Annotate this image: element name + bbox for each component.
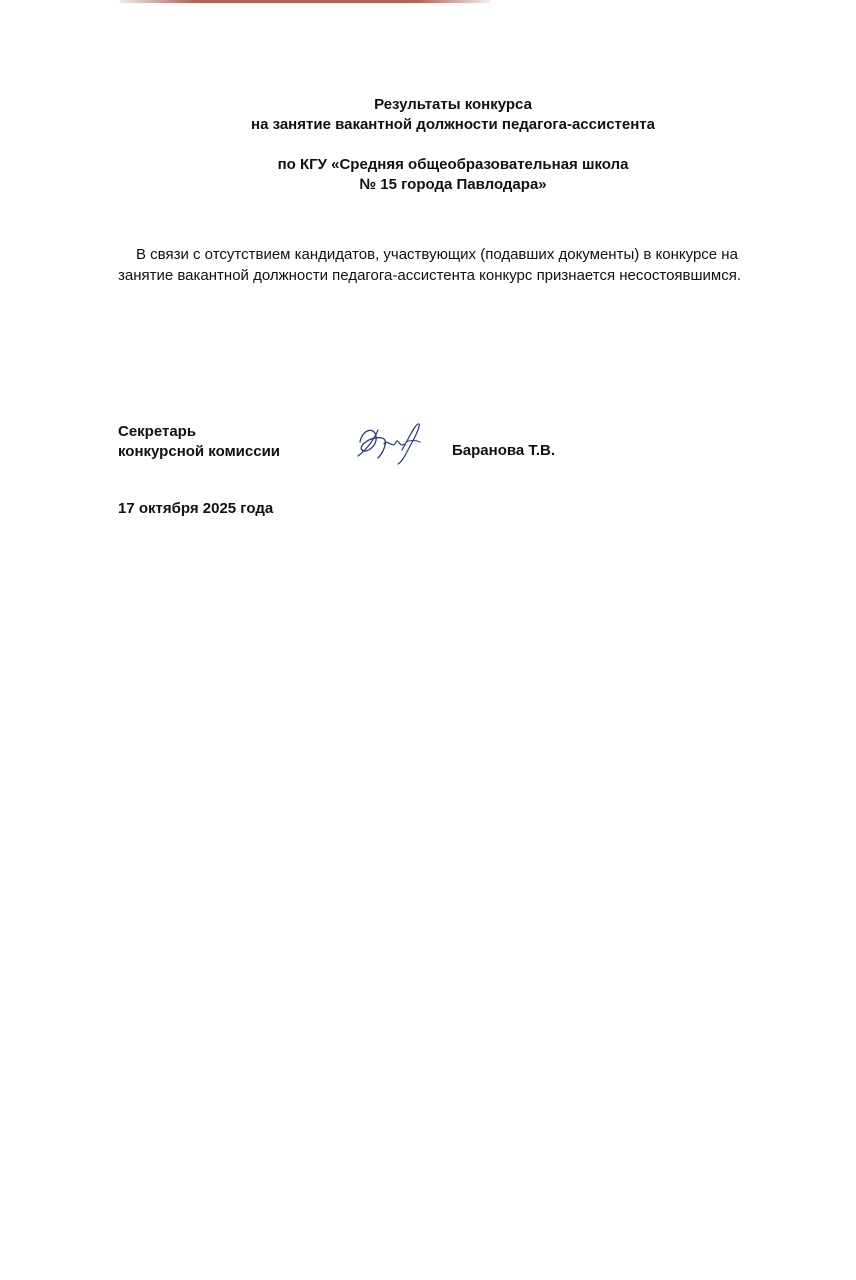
signer-role-line-2: конкурсной комиссии bbox=[118, 443, 281, 460]
body-line-2: занятие вакантной должности педагога-ассистента конкурс признается несостоявшимся. bbox=[118, 267, 742, 284]
document-date: 17 октября 2025 года bbox=[118, 500, 274, 517]
body-line-1: В связи с отсутствием кандидатов, участвующих (подавших документы) в конкурсе на bbox=[136, 246, 738, 263]
document-title bbox=[0, 95, 856, 195]
title-line-1: Результаты конкурса bbox=[374, 96, 532, 113]
title-line-3: по КГУ «Средняя общеобразовательная школа bbox=[277, 156, 629, 173]
title-line-2: на занятие вакантной должности педагога-ассистента bbox=[251, 116, 655, 133]
title-gap bbox=[0, 135, 856, 155]
document-body bbox=[118, 244, 808, 286]
scan-top-edge bbox=[120, 0, 490, 3]
handwritten-signature bbox=[352, 420, 432, 466]
signer-name: Баранова Т.В. bbox=[452, 442, 556, 459]
signer-role bbox=[118, 422, 280, 462]
signer-role-line-1: Секретарь bbox=[118, 423, 197, 440]
title-line-4: № 15 города Павлодара» bbox=[359, 176, 547, 193]
